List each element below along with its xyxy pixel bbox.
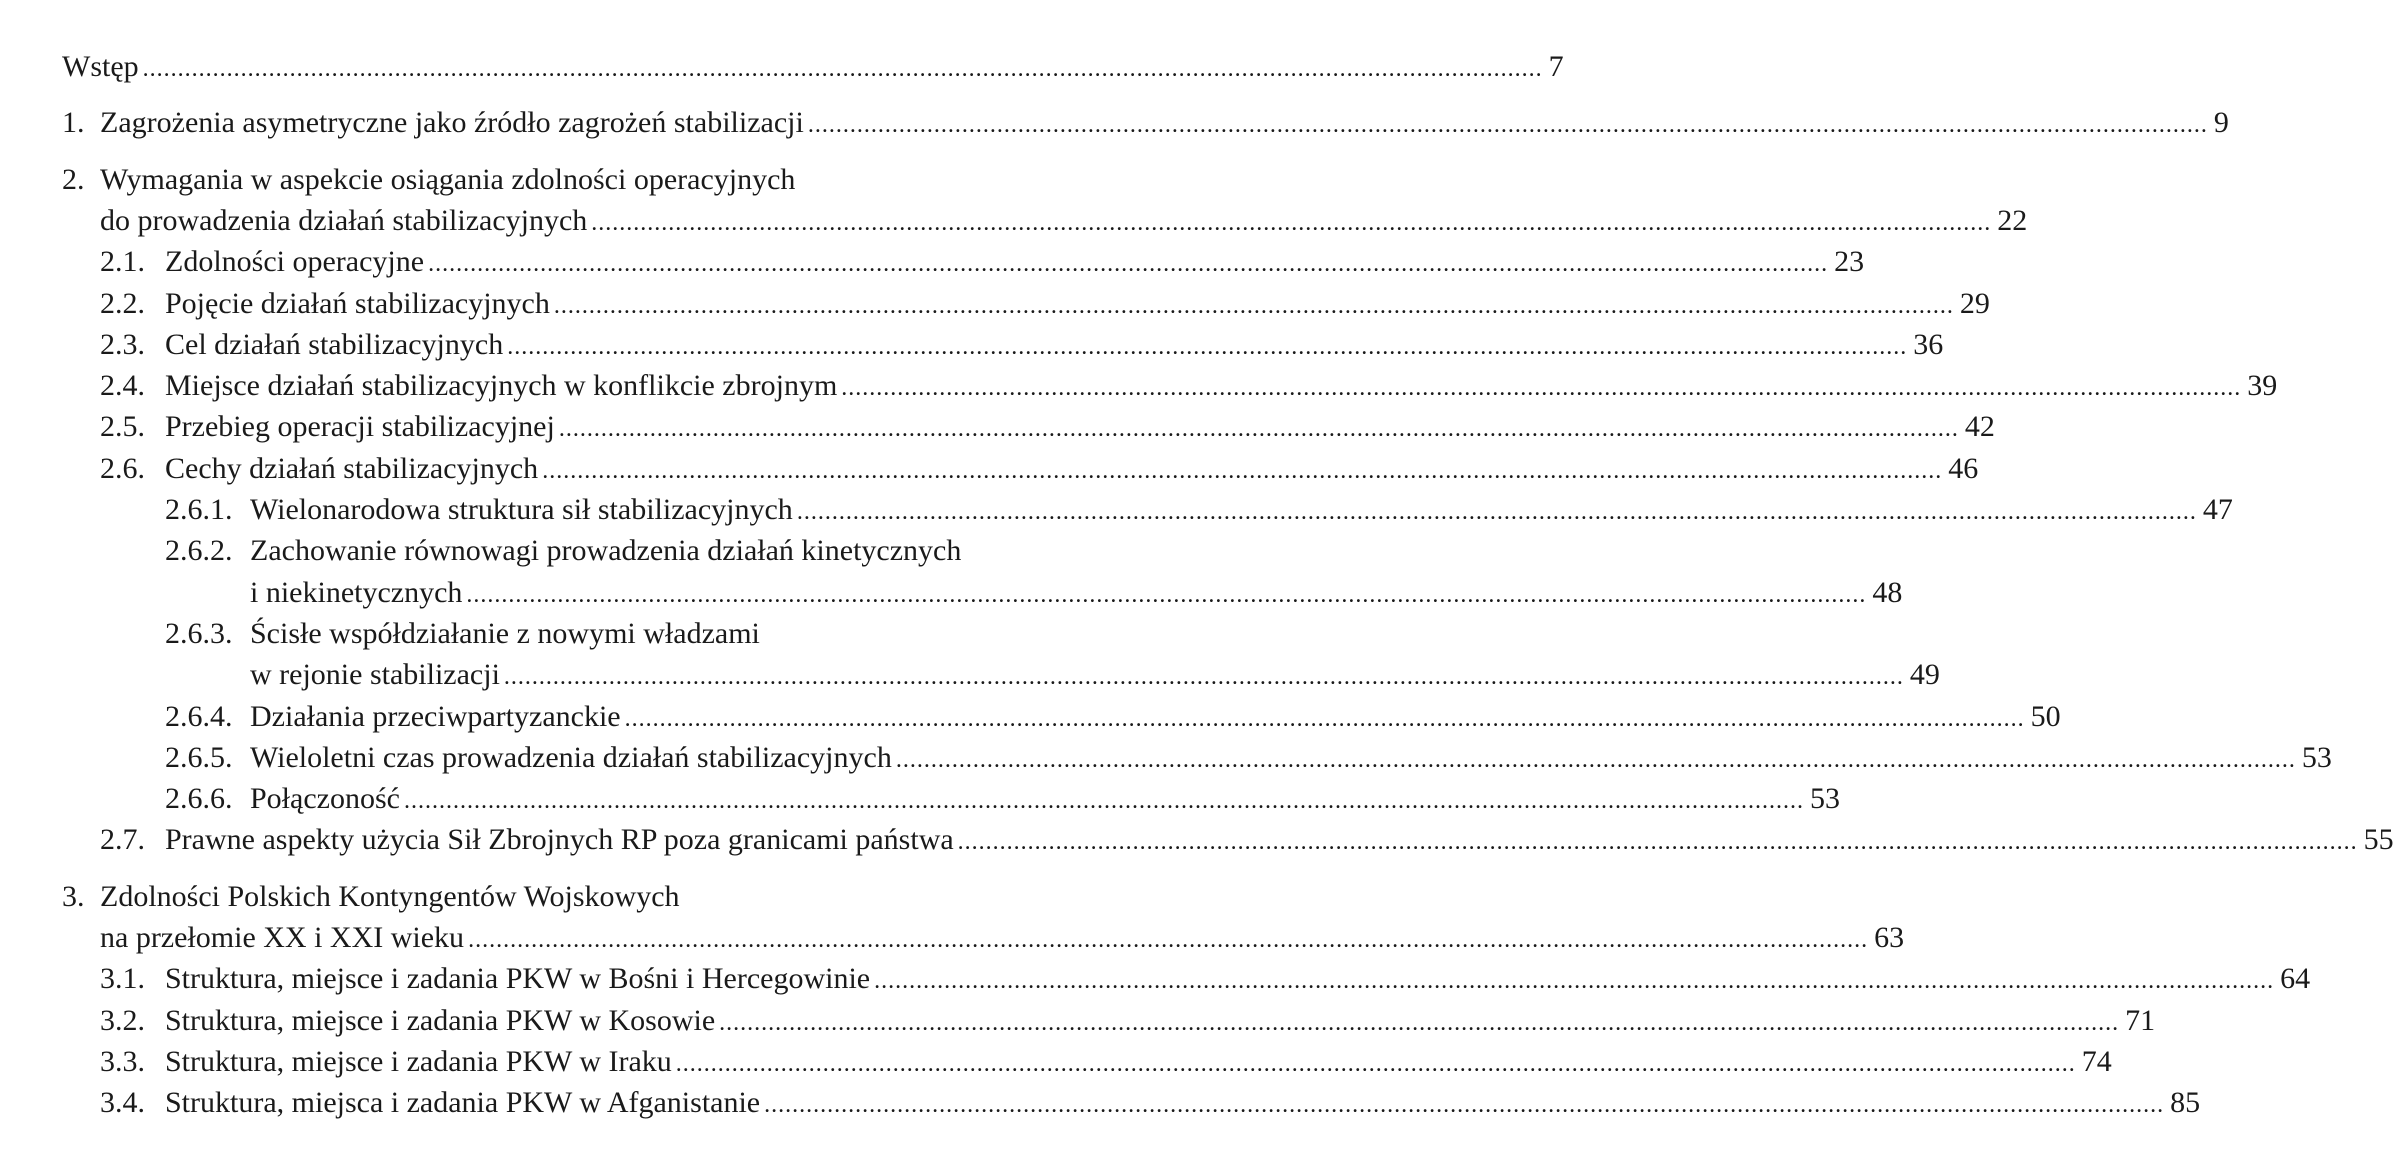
toc-entry-leader-row: [100, 101, 2229, 147]
toc-entry-page-number: 7: [1548, 50, 1564, 83]
toc-entry-number: 2.6.4.: [165, 699, 233, 733]
toc-entry-line: [0, 282, 1990, 326]
dot-leader: ........................................................................................................................................................................................................: [895, 746, 2296, 773]
toc-entry-page-number: 42: [1964, 410, 1995, 444]
toc-entry-title: do prowadzenia działań stabilizacyjnych: [100, 203, 588, 237]
toc-entry-line: [0, 199, 2028, 243]
toc-entry-page-number: 39: [2247, 369, 2278, 403]
toc-entry-line: [0, 447, 1979, 491]
toc-entry-line: [0, 364, 2278, 408]
toc-entry-title: Wielonarodowa struktura sił stabilizacyjnych: [250, 493, 793, 526]
toc-entry-title: Struktura, miejsce i zadania PKW w Kosowie: [165, 1003, 716, 1037]
dot-leader: ........................................................................................................................................................................................................: [675, 1050, 2076, 1077]
toc-entry-number: 2.7.: [100, 823, 145, 857]
toc-entry-title: Cel działań stabilizacyjnych: [165, 327, 504, 361]
toc-entry-title: Zachowanie równowagi prowadzenia działań kinetycznych: [250, 534, 962, 568]
toc-entry-leader-row: [165, 999, 2156, 1045]
dot-leader: ........................................................................................................................................................................................................: [507, 333, 1908, 360]
toc-entry-title: Przebieg operacji stabilizacyjnej: [165, 410, 555, 444]
toc-entry-line: [0, 999, 2156, 1043]
toc-entry-leader-row: [250, 695, 2061, 741]
dot-leader: ........................................................................................................................................................................................................: [874, 968, 2275, 995]
toc-entry-leader-row: [250, 488, 2233, 534]
toc-entry-leader-row: [250, 777, 1840, 823]
toc-entry-leader-row: [165, 1040, 2112, 1086]
toc-entry-page-number: 23: [1834, 245, 1865, 279]
toc-entry-number: 2.2.: [100, 286, 145, 320]
toc-entry-title: Działania przeciwpartyzanckie: [250, 699, 621, 733]
toc-entry-page-number: 29: [1959, 286, 1990, 320]
toc-entry-page-number: 48: [1872, 575, 1903, 609]
toc-entry-leader-row: [165, 323, 1944, 369]
dot-leader: ........................................................................................................................................................................................................: [796, 499, 2197, 525]
toc-entry-number: 2.6.3.: [165, 616, 233, 650]
toc-entry-title: Połączoność: [250, 782, 400, 816]
toc-entry-line: [0, 571, 1903, 615]
toc-entry-title: Zdolności operacyjne: [165, 245, 425, 279]
toc-entry-number: 2.6.: [100, 451, 145, 485]
toc-entry-page-number: 85: [2170, 1086, 2201, 1120]
toc-entry-page-number: 71: [2125, 1003, 2156, 1037]
dot-leader: ........................................................................................................................................................................................................: [428, 251, 1829, 278]
toc-entry-leader-row: [165, 240, 1865, 286]
toc-entry-number: 2.6.1.: [165, 493, 233, 526]
toc-entry-page-number: 36: [1913, 327, 1944, 361]
dot-leader: ........................................................................................................................................................................................................: [957, 829, 2358, 856]
dot-leader: ........................................................................................................................................................................................................: [591, 209, 1992, 236]
toc-entry-number: 2.5.: [100, 410, 145, 444]
dot-leader: ........................................................................................................................................................................................................: [503, 664, 1904, 691]
toc-entry-title: i niekinetycznych: [250, 575, 463, 609]
toc-entry-title: Struktura, miejsca i zadania PKW w Afganistanie: [165, 1086, 761, 1120]
toc-entry-line: [0, 488, 2233, 532]
dot-leader: ........................................................................................................................................................................................................: [764, 1092, 2165, 1119]
toc-entry-page-number: 47: [2202, 493, 2233, 526]
toc-entry-title: Miejsce działań stabilizacyjnych w konflikcie zbrojnym: [165, 369, 838, 403]
dot-leader: ........................................................................................................................................................................................................: [403, 788, 1804, 815]
toc-entry-page-number: 53: [2301, 740, 2332, 774]
toc-entry-page-number: 49: [1909, 658, 1940, 692]
toc-entry-leader-row: [250, 736, 2332, 782]
toc-entry-line: [0, 240, 1865, 284]
dot-leader: ........................................................................................................................................................................................................: [624, 705, 2025, 732]
toc-entry-number: 3.1.: [100, 962, 145, 996]
toc-entry-number: 2.3.: [100, 327, 145, 361]
toc-entry-line: [0, 101, 2229, 145]
toc-entry-line: [0, 529, 1140, 573]
toc-entry-line: [0, 612, 1140, 656]
toc-entry-leader-row: [250, 653, 1940, 699]
toc-entry-title: Prawne aspekty użycia Sił Zbrojnych RP poza granicami państwa: [165, 823, 954, 857]
dot-leader: ........................................................................................................................................................................................................: [807, 112, 2208, 139]
toc-entry-leader-row: [250, 571, 1903, 617]
dot-leader: ........................................................................................................................................................................................................: [841, 375, 2242, 402]
toc-entry-number: 2.6.5.: [165, 740, 233, 774]
toc-entry-number: 2.6.2.: [165, 534, 233, 568]
toc-entry-leader-row: [165, 957, 2311, 1003]
toc-entry-page-number: 50: [2030, 699, 2061, 733]
toc-entry-title: Zdolności Polskich Kontyngentów Wojskowych: [100, 879, 680, 913]
toc-entry-number: 1.: [62, 106, 85, 140]
toc-entry-page-number: 74: [2081, 1044, 2112, 1078]
toc-entry-line: [0, 695, 2061, 739]
toc-entry-title: Ścisłe współdziałanie z nowymi władzami: [250, 616, 760, 650]
toc-entry-leader-row: [165, 282, 1990, 328]
dot-leader: ........................................................................................................................................................................................................: [553, 292, 1954, 319]
toc-entry-number: 2.4.: [100, 369, 145, 403]
toc-entry-leader-row: [100, 916, 1905, 962]
toc-entry-title: Struktura, miejsce i zadania PKW w Bośni i Hercegowinie: [165, 962, 871, 996]
toc-entry-line: [0, 777, 1840, 821]
toc-entry-title: Zagrożenia asymetryczne jako źródło zagrożeń stabilizacji: [100, 106, 804, 140]
toc-entry-title: Cechy działań stabilizacyjnych: [165, 451, 539, 485]
toc-entry-line: [0, 1040, 2112, 1084]
toc-entry-number: 3.4.: [100, 1086, 145, 1120]
toc-entry-number: 3.2.: [100, 1003, 145, 1037]
toc-entry-line: [0, 1081, 2201, 1125]
toc-entry-title: Struktura, miejsce i zadania PKW w Iraku: [165, 1044, 672, 1078]
toc-entry-leader-row: [165, 364, 2278, 410]
toc-entry-page-number: 63: [1874, 921, 1905, 954]
dot-leader: ........................................................................................................................................................................................................: [542, 457, 1943, 484]
toc-entry-page-number: 46: [1948, 451, 1979, 485]
toc-entry-number: 2.1.: [100, 245, 145, 279]
dot-leader: ........................................................................................................................................................................................................: [558, 416, 1959, 443]
dot-leader: ........................................................................................................................................................................................................: [468, 927, 1869, 953]
toc-entry-line: [0, 45, 1564, 89]
toc-entry-line: [0, 818, 2394, 862]
toc-entry-number: 3.: [62, 879, 85, 913]
toc-entry-line: [0, 653, 1940, 697]
toc-entry-page-number: 22: [1997, 203, 2028, 237]
toc-entry-line: [0, 957, 2311, 1001]
toc-entry-title: Wymagania w aspekcie osiągania zdolności operacyjnych: [100, 162, 796, 196]
toc-entry-leader-row: [165, 405, 1995, 451]
toc-entry-page-number: 55: [2363, 823, 2394, 857]
toc-entry-title: w rejonie stabilizacji: [250, 658, 500, 692]
toc-entry-leader-row: [165, 818, 2394, 864]
toc-entry-title: Wstęp: [62, 50, 139, 83]
toc-entry-line: [0, 158, 1140, 202]
dot-leader: ........................................................................................................................................................................................................: [719, 1009, 2120, 1036]
toc-entry-page-number: 9: [2213, 106, 2229, 140]
toc-entry-number: 2.: [62, 162, 85, 196]
toc-entry-title: na przełomie XX i XXI wieku: [100, 921, 465, 954]
toc-entry-line: [0, 405, 1995, 449]
toc-entry-line: [0, 875, 1140, 919]
toc-entry-line: [0, 916, 1905, 960]
toc-entry-leader-row: [165, 447, 1979, 493]
toc-entry-line: [0, 323, 1944, 367]
toc-entry-page-number: 64: [2280, 962, 2311, 996]
toc-entry-title: Pojęcie działań stabilizacyjnych: [165, 286, 550, 320]
dot-leader: ........................................................................................................................................................................................................: [142, 56, 1543, 82]
toc-entry-line: [0, 736, 2332, 780]
dot-leader: ........................................................................................................................................................................................................: [466, 581, 1867, 608]
toc-entry-page-number: 53: [1809, 782, 1840, 816]
toc-entry-number: 2.6.6.: [165, 782, 233, 816]
toc-entry-leader-row: [62, 45, 1564, 91]
toc-entry-leader-row: [100, 199, 2028, 245]
toc-entry-leader-row: [165, 1081, 2201, 1127]
toc-entry-title: Wieloletni czas prowadzenia działań stabilizacyjnych: [250, 740, 892, 774]
toc-entry-number: 3.3.: [100, 1044, 145, 1078]
